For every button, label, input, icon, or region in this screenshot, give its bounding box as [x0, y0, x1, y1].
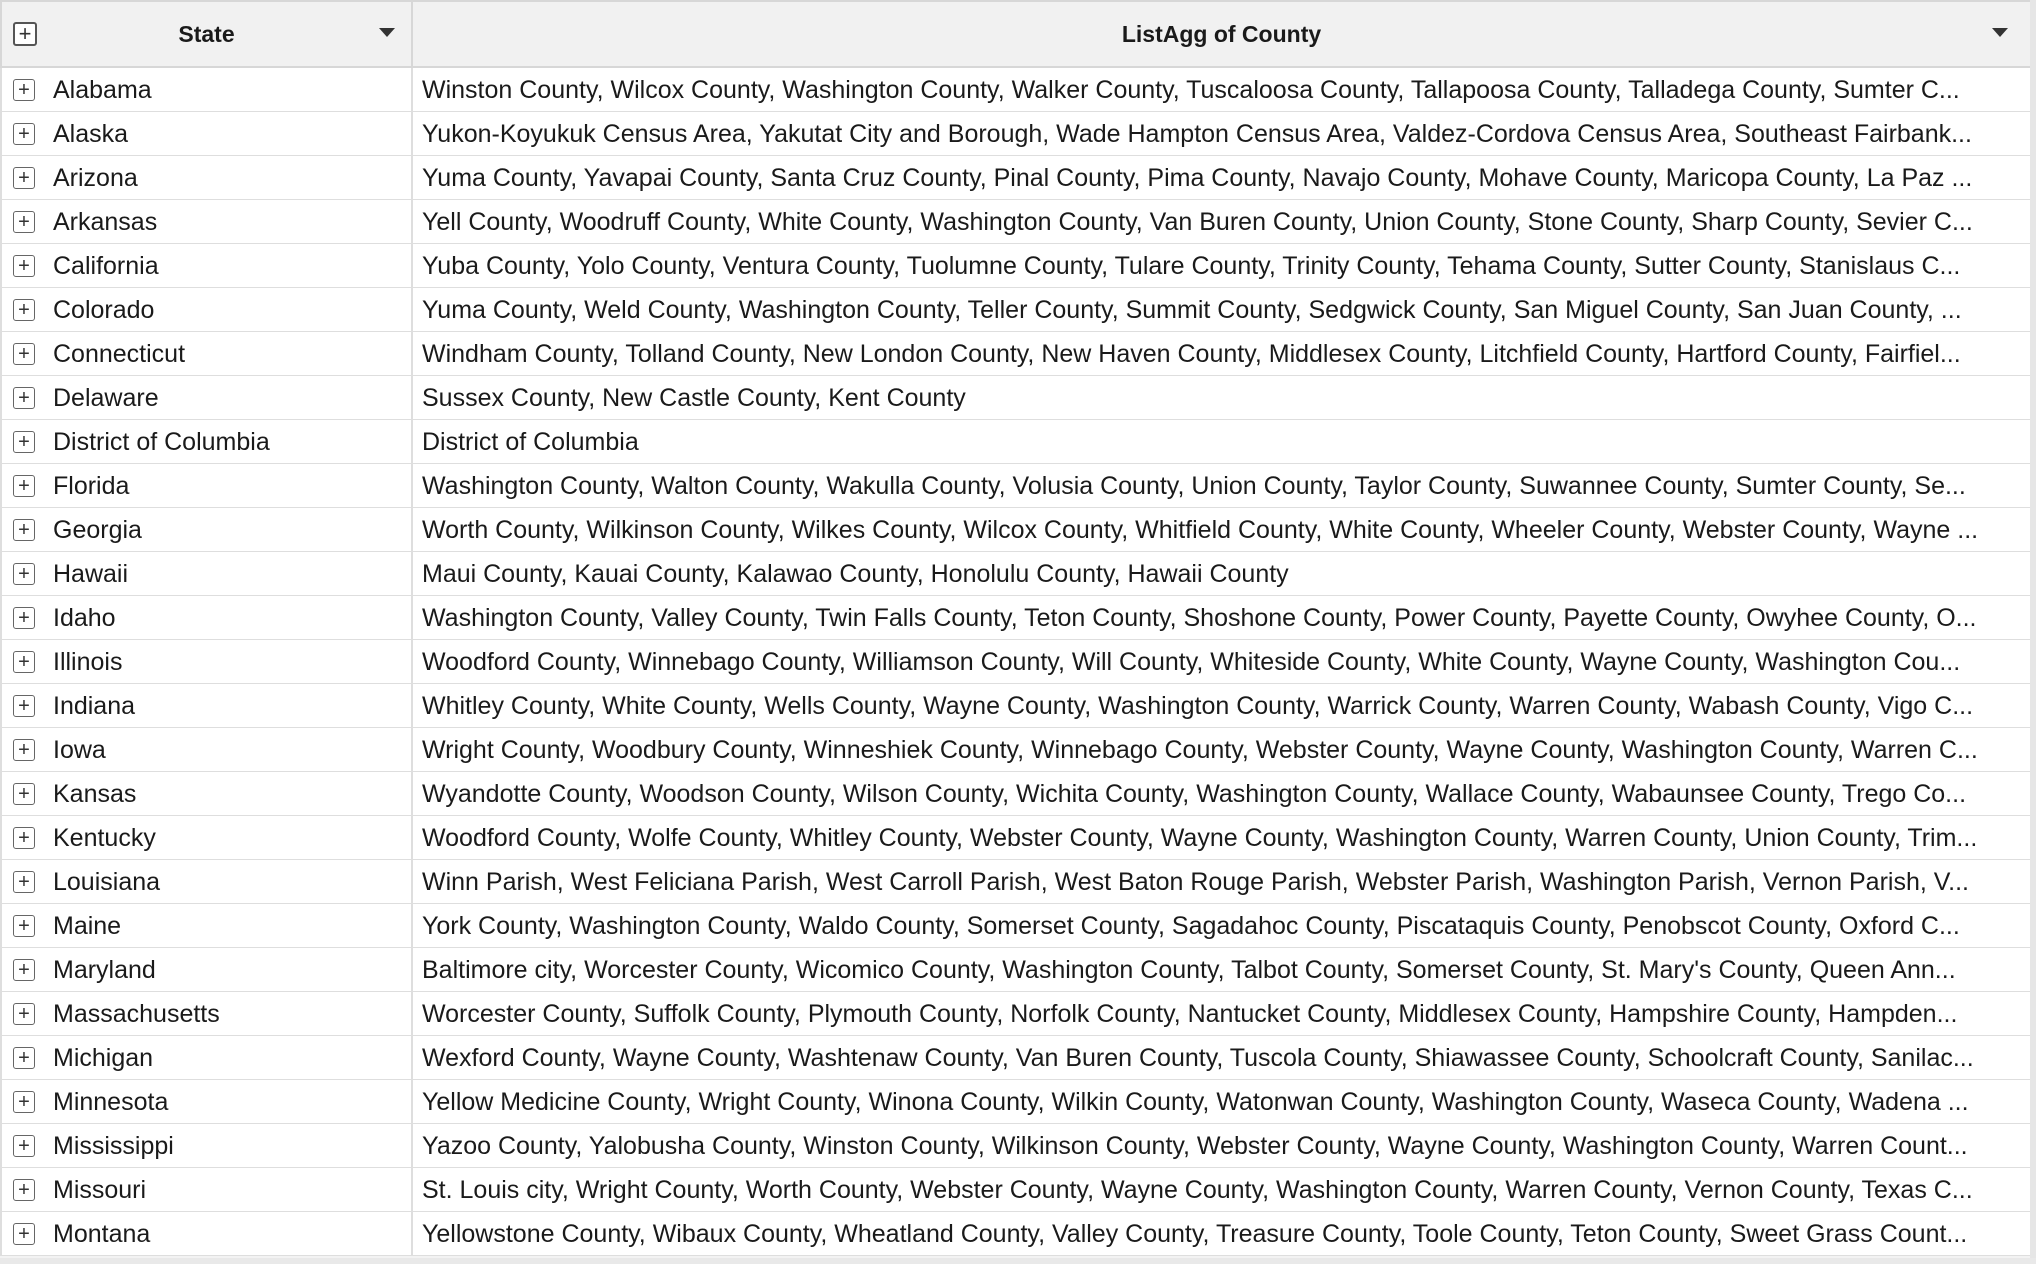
row-expand-icon[interactable]: +: [13, 1179, 35, 1201]
row-expand-icon[interactable]: +: [13, 1223, 35, 1245]
state-cell[interactable]: Alaska: [0, 112, 413, 156]
row-expand-icon[interactable]: +: [13, 123, 35, 145]
county-list-text: Wyandotte County, Woodson County, Wilson County, Wichita County, Washington County, Wallace County, Wabaunsee County, Trego Co...: [422, 779, 1967, 808]
county-list-text: Yellow Medicine County, Wright County, Winona County, Wilkin County, Watonwan County, Washington County, Waseca County, Wadena ...: [422, 1087, 1969, 1116]
table-row[interactable]: [0, 420, 2030, 464]
row-expand-icon[interactable]: +: [13, 739, 35, 761]
county-list-cell[interactable]: [413, 552, 2030, 596]
state-cell[interactable]: Louisiana: [0, 860, 413, 904]
county-list-cell[interactable]: [413, 376, 2030, 420]
county-list-cell[interactable]: [413, 420, 2030, 464]
county-list-cell[interactable]: [413, 816, 2030, 860]
county-list-cell[interactable]: [413, 640, 2030, 684]
table-row[interactable]: [0, 112, 2030, 156]
row-expand-icon[interactable]: +: [13, 1135, 35, 1157]
table-row[interactable]: [0, 772, 2030, 816]
row-expand-icon[interactable]: +: [13, 651, 35, 673]
county-list-cell[interactable]: [413, 860, 2030, 904]
county-list-text: Baltimore city, Worcester County, Wicomico County, Washington County, Talbot County, Somerset County, St. Mary's County, Queen Ann...: [422, 955, 1956, 984]
county-list-cell[interactable]: [413, 68, 2030, 112]
county-list-text: Winston County, Wilcox County, Washington County, Walker County, Tuscaloosa County, Tallapoosa County, Talladega County, Sumter C...: [422, 75, 1960, 104]
county-list-text: Wright County, Woodbury County, Winneshiek County, Winnebago County, Webster County, Wayne County, Washington County, Warren C...: [422, 735, 1978, 764]
county-list-cell[interactable]: [413, 1124, 2030, 1168]
county-list-text: St. Louis city, Wright County, Worth County, Webster County, Wayne County, Washington County, Warren County, Vernon County, Texas C...: [422, 1175, 1973, 1204]
row-expand-icon[interactable]: +: [13, 1047, 35, 1069]
row-expand-icon[interactable]: +: [13, 79, 35, 101]
row-expand-icon[interactable]: +: [13, 519, 35, 541]
state-cell[interactable]: Mississippi: [0, 1124, 413, 1168]
county-list-cell[interactable]: [413, 728, 2030, 772]
county-list-text: Winn Parish, West Feliciana Parish, West Carroll Parish, West Baton Rouge Parish, Webster Parish, Washington Parish, Vernon Parish, V...: [422, 867, 1969, 896]
state-cell[interactable]: Illinois: [0, 640, 413, 684]
state-cell[interactable]: Alabama: [0, 68, 413, 112]
state-cell[interactable]: Missouri: [0, 1168, 413, 1212]
state-cell[interactable]: Massachusetts: [0, 992, 413, 1036]
row-expand-icon[interactable]: +: [13, 959, 35, 981]
row-expand-icon[interactable]: +: [13, 299, 35, 321]
county-list-cell[interactable]: [413, 464, 2030, 508]
county-list-text: Yazoo County, Yalobusha County, Winston County, Wilkinson County, Webster County, Wayne County, Washington County, Warren Count...: [422, 1131, 1968, 1160]
county-list-text: Washington County, Valley County, Twin Falls County, Teton County, Shoshone County, Power County, Payette County, Owyhee County, O...: [422, 603, 1977, 632]
table-row[interactable]: [0, 596, 2030, 640]
county-list-text: Sussex County, New Castle County, Kent County: [422, 383, 966, 412]
table-row[interactable]: [0, 1212, 2030, 1256]
row-expand-icon[interactable]: +: [13, 871, 35, 893]
table-row[interactable]: [0, 200, 2030, 244]
county-list-text: Whitley County, White County, Wells County, Wayne County, Washington County, Warrick County, Warren County, Wabash County, Vigo C...: [422, 691, 1974, 720]
row-expand-icon[interactable]: +: [13, 211, 35, 233]
table-row[interactable]: [0, 156, 2030, 200]
state-cell[interactable]: District of Columbia: [0, 420, 413, 464]
county-list-text: Yuma County, Yavapai County, Santa Cruz County, Pinal County, Pima County, Navajo County, Mohave County, Maricopa County, La Paz ...: [422, 163, 1973, 192]
row-expand-icon[interactable]: +: [13, 1091, 35, 1113]
state-cell[interactable]: Arizona: [0, 156, 413, 200]
state-cell[interactable]: Iowa: [0, 728, 413, 772]
state-cell[interactable]: Idaho: [0, 596, 413, 640]
county-list-text: Worth County, Wilkinson County, Wilkes County, Wilcox County, Whitfield County, White County, Wheeler County, Webster County, Wayne ...: [422, 515, 1979, 544]
county-list-cell[interactable]: [413, 1080, 2030, 1124]
row-expand-icon[interactable]: +: [13, 387, 35, 409]
table-row[interactable]: [0, 244, 2030, 288]
column-header-state[interactable]: [0, 2, 413, 66]
row-expand-icon[interactable]: +: [13, 1003, 35, 1025]
row-expand-icon[interactable]: +: [13, 431, 35, 453]
row-expand-icon[interactable]: +: [13, 475, 35, 497]
row-expand-icon[interactable]: +: [13, 915, 35, 937]
county-list-cell[interactable]: [413, 684, 2030, 728]
table-row[interactable]: [0, 332, 2030, 376]
state-cell[interactable]: Kentucky: [0, 816, 413, 860]
county-list-cell[interactable]: [413, 1168, 2030, 1212]
state-cell[interactable]: Colorado: [0, 288, 413, 332]
expand-all-icon[interactable]: +: [13, 22, 37, 46]
county-list-text: Yellowstone County, Wibaux County, Wheatland County, Valley County, Treasure County, Toole County, Teton County, Sweet Grass Count...: [422, 1219, 1968, 1248]
county-list-text: York County, Washington County, Waldo County, Somerset County, Sagadahoc County, Piscataquis County, Penobscot County, Oxford C...: [422, 911, 1960, 940]
state-cell[interactable]: Connecticut: [0, 332, 413, 376]
state-cell[interactable]: Georgia: [0, 508, 413, 552]
table-row[interactable]: [0, 948, 2030, 992]
column-header-listagg-county[interactable]: [413, 2, 2030, 66]
table-row[interactable]: [0, 992, 2030, 1036]
county-list-text: Wexford County, Wayne County, Washtenaw County, Van Buren County, Tuscola County, Shiawassee County, Schoolcraft County, Sanilac...: [422, 1043, 1974, 1072]
table-row[interactable]: [0, 728, 2030, 772]
row-expand-icon[interactable]: +: [13, 167, 35, 189]
state-cell[interactable]: Arkansas: [0, 200, 413, 244]
listagg-column-dropdown-icon[interactable]: [1992, 28, 2008, 37]
row-expand-icon[interactable]: +: [13, 343, 35, 365]
county-list-cell[interactable]: [413, 288, 2030, 332]
county-list-text: Worcester County, Suffolk County, Plymouth County, Norfolk County, Nantucket County, Middlesex County, Hampshire County, Hampden...: [422, 999, 1958, 1028]
column-header-listagg-label: ListAgg of County: [1121, 20, 1322, 47]
county-list-cell[interactable]: [413, 156, 2030, 200]
county-list-cell[interactable]: [413, 596, 2030, 640]
state-cell[interactable]: Florida: [0, 464, 413, 508]
row-expand-icon[interactable]: +: [13, 607, 35, 629]
table-row[interactable]: [0, 464, 2030, 508]
county-list-cell[interactable]: [413, 200, 2030, 244]
table-row[interactable]: [0, 552, 2030, 596]
county-list-text: District of Columbia: [422, 427, 639, 456]
table-row[interactable]: [0, 816, 2030, 860]
state-cell[interactable]: Maine: [0, 904, 413, 948]
state-cell[interactable]: California: [0, 244, 413, 288]
county-list-text: Windham County, Tolland County, New London County, New Haven County, Middlesex County, Litchfield County, Hartford County, Fairfiel...: [422, 339, 1961, 368]
table-row[interactable]: [0, 1168, 2030, 1212]
state-cell[interactable]: Delaware: [0, 376, 413, 420]
county-list-cell[interactable]: [413, 904, 2030, 948]
county-list-cell[interactable]: [413, 1036, 2030, 1080]
state-cell[interactable]: Indiana: [0, 684, 413, 728]
table-row[interactable]: [0, 1080, 2030, 1124]
column-header-state-label: State: [178, 20, 235, 47]
table-row[interactable]: [0, 508, 2030, 552]
table-row[interactable]: [0, 288, 2030, 332]
state-cell[interactable]: Maryland: [0, 948, 413, 992]
county-list-cell[interactable]: [413, 332, 2030, 376]
county-list-cell[interactable]: [413, 508, 2030, 552]
row-expand-icon[interactable]: +: [13, 783, 35, 805]
county-list-text: Yuma County, Weld County, Washington County, Teller County, Summit County, Sedgwick County, San Miguel County, San Juan County, ...: [422, 295, 1962, 324]
state-cell[interactable]: Montana: [0, 1212, 413, 1256]
table-row[interactable]: [0, 376, 2030, 420]
county-list-text: Yukon-Koyukuk Census Area, Yakutat City and Borough, Wade Hampton Census Area, Valdez-Cordova Census Area, Southeast Fairbank...: [422, 119, 1972, 148]
row-expand-icon[interactable]: +: [13, 255, 35, 277]
state-cell[interactable]: Kansas: [0, 772, 413, 816]
county-list-cell[interactable]: [413, 244, 2030, 288]
table-row[interactable]: [0, 904, 2030, 948]
table-row[interactable]: [0, 68, 2030, 112]
state-cell[interactable]: Minnesota: [0, 1080, 413, 1124]
table-row[interactable]: [0, 860, 2030, 904]
county-list-cell[interactable]: [413, 1212, 2030, 1256]
county-list-cell[interactable]: [413, 948, 2030, 992]
table-row[interactable]: [0, 640, 2030, 684]
state-cell[interactable]: Hawaii: [0, 552, 413, 596]
table-row[interactable]: [0, 1036, 2030, 1080]
county-list-cell[interactable]: [413, 992, 2030, 1036]
horizontal-scrollbar[interactable]: [0, 1258, 2036, 1264]
table-row[interactable]: [0, 684, 2030, 728]
county-list-text: Woodford County, Winnebago County, Williamson County, Will County, Whiteside County, White County, Wayne County, Washington Cou...: [422, 647, 1961, 676]
state-cell[interactable]: Michigan: [0, 1036, 413, 1080]
county-list-text: Yuba County, Yolo County, Ventura County, Tuolumne County, Tulare County, Trinity County, Tehama County, Sutter County, Stanislaus C...: [422, 251, 1961, 280]
county-list-cell[interactable]: [413, 772, 2030, 816]
row-expand-icon[interactable]: +: [13, 827, 35, 849]
row-expand-icon[interactable]: +: [13, 695, 35, 717]
county-list-cell[interactable]: [413, 112, 2030, 156]
grid-header: [0, 0, 2030, 68]
table-row[interactable]: [0, 1124, 2030, 1168]
county-list-text: Woodford County, Wolfe County, Whitley County, Webster County, Wayne County, Washington County, Warren County, Union County, Trim...: [422, 823, 1978, 852]
state-column-dropdown-icon[interactable]: [379, 28, 395, 37]
grid-body: [0, 68, 2030, 1256]
county-list-text: Yell County, Woodruff County, White County, Washington County, Van Buren County, Union County, Stone County, Sharp County, Sevier C...: [422, 207, 1973, 236]
county-list-text: Washington County, Walton County, Wakulla County, Volusia County, Union County, Taylor County, Suwannee County, Sumter County, Se...: [422, 471, 1966, 500]
vertical-scrollbar[interactable]: [2030, 0, 2036, 1264]
row-expand-icon[interactable]: +: [13, 563, 35, 585]
county-list-text: Maui County, Kauai County, Kalawao County, Honolulu County, Hawaii County: [422, 559, 1289, 588]
